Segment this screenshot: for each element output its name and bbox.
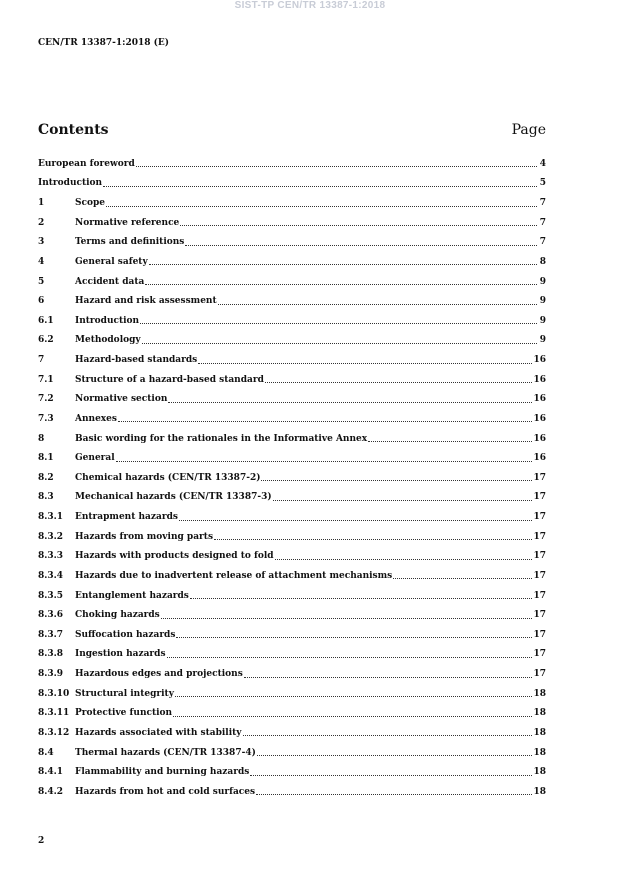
- toc-leader-dots: [273, 499, 533, 501]
- toc-leader-dots: [265, 381, 533, 383]
- toc-entry[interactable]: [38, 272, 546, 292]
- toc-entry-title: Basic wording for the rationales in the Informative Annex: [75, 433, 368, 444]
- toc-entry-title: Hazards due to inadvertent release of attachment mechanisms: [75, 570, 393, 581]
- toc-entry-page: 17: [533, 570, 546, 581]
- toc-entry-title: Hazardous edges and projections: [75, 669, 243, 680]
- toc-leader-dots: [198, 362, 532, 364]
- toc-entry-number: 6.2: [38, 335, 54, 346]
- toc-entry-title: General safety: [75, 256, 148, 267]
- toc-entry-title: Scope: [75, 198, 106, 209]
- toc-entry[interactable]: [38, 527, 546, 547]
- toc-leader-dots: [161, 617, 533, 619]
- toc-entry-title: Protective function: [75, 708, 173, 719]
- toc-entry[interactable]: [38, 390, 546, 410]
- toc-entry-number: 8.3.8: [38, 649, 64, 660]
- toc-entry-page: 9: [539, 335, 546, 346]
- toc-entry-number: 8.3.5: [38, 590, 64, 601]
- toc-entry[interactable]: [38, 174, 546, 194]
- toc-leader-dots: [173, 715, 532, 717]
- toc-entry[interactable]: [38, 743, 546, 763]
- toc-entry[interactable]: [38, 684, 546, 704]
- toc-entry-title: Choking hazards: [75, 610, 160, 621]
- toc-entry[interactable]: [38, 566, 546, 586]
- toc-entry[interactable]: [38, 370, 546, 390]
- toc-entry-number: 7: [38, 355, 45, 366]
- toc-entry-title: Hazard-based standards: [75, 355, 198, 366]
- toc-leader-dots: [244, 676, 533, 678]
- toc-leader-dots: [176, 636, 532, 638]
- toc-entry[interactable]: [38, 429, 546, 449]
- toc-leader-dots: [175, 695, 533, 697]
- toc-entry[interactable]: [38, 605, 546, 625]
- toc-entry-number: 8.4: [38, 747, 54, 758]
- toc-entry-page: 9: [539, 296, 546, 307]
- toc-entry-page: 17: [533, 512, 546, 523]
- toc-leader-dots: [257, 754, 533, 756]
- toc-leader-dots: [243, 734, 533, 736]
- toc-entry-page: 18: [533, 747, 546, 758]
- toc-entry-page: 17: [533, 472, 546, 483]
- contents-page-label: Page: [511, 122, 546, 138]
- toc-entry-number: 8.2: [38, 472, 54, 483]
- toc-leader-dots: [118, 420, 533, 422]
- toc-entry[interactable]: [38, 547, 546, 567]
- toc-entry-title: Entrapment hazards: [75, 512, 178, 523]
- toc-entry-number: 3: [38, 237, 45, 248]
- toc-entry-title: Ingestion hazards: [75, 649, 166, 660]
- toc-entry-page: 17: [533, 551, 546, 562]
- toc-entry-title: General: [75, 453, 115, 464]
- toc-entry-page: 17: [533, 531, 546, 542]
- contents-header: [38, 122, 546, 142]
- toc-entry-number: 8.4.2: [38, 786, 64, 797]
- toc-leader-dots: [136, 165, 537, 167]
- toc-entry-number: 8: [38, 433, 45, 444]
- toc-entry-page: 16: [533, 374, 546, 385]
- toc-leader-dots: [145, 283, 537, 285]
- toc-leader-dots: [261, 479, 532, 481]
- toc-entry-page: 5: [539, 178, 546, 189]
- toc-entry-title: Chemical hazards (CEN/TR 13387-2): [75, 472, 261, 483]
- toc-leader-dots: [103, 185, 537, 187]
- toc-entry-number: 7.2: [38, 394, 54, 405]
- toc-entry-number: 8.1: [38, 453, 54, 464]
- toc-leader-dots: [179, 519, 533, 521]
- toc-entry[interactable]: [38, 488, 546, 508]
- toc-entry-title: Hazards from moving parts: [75, 531, 214, 542]
- toc-entry[interactable]: [38, 468, 546, 488]
- contents-title: Contents: [38, 122, 109, 138]
- toc-entry-number: 8.3.9: [38, 669, 64, 680]
- toc-entry-title: Terms and definitions: [75, 237, 185, 248]
- toc-entry-page: 18: [533, 786, 546, 797]
- toc-entry-number: 8.3.3: [38, 551, 64, 562]
- toc-leader-dots: [214, 538, 532, 540]
- toc-entry-title: Suffocation hazards: [75, 629, 176, 640]
- toc-leader-dots: [393, 577, 532, 579]
- toc-leader-dots: [250, 774, 532, 776]
- toc-entry-page: 17: [533, 629, 546, 640]
- toc-entry[interactable]: [38, 331, 546, 351]
- toc-entry-page: 17: [533, 590, 546, 601]
- toc-entry[interactable]: [38, 507, 546, 527]
- table-of-contents: [38, 154, 546, 802]
- toc-entry-title: Structure of a hazard-based standard: [75, 374, 264, 385]
- toc-entry-page: 17: [533, 610, 546, 621]
- document-identifier: CEN/TR 13387-1:2018 (E): [38, 38, 170, 48]
- toc-leader-dots: [180, 224, 537, 226]
- toc-leader-dots: [149, 263, 537, 265]
- toc-entry-page: 7: [539, 198, 546, 209]
- toc-entry-title: Mechanical hazards (CEN/TR 13387-3): [75, 492, 272, 503]
- toc-entry-title: Hazards from hot and cold surfaces: [75, 786, 256, 797]
- toc-entry-title: Thermal hazards (CEN/TR 13387-4): [75, 747, 256, 758]
- toc-entry-page: 9: [539, 315, 546, 326]
- toc-entry[interactable]: [38, 625, 546, 645]
- toc-entry-page: 16: [533, 394, 546, 405]
- toc-entry-page: 4: [539, 158, 546, 169]
- toc-leader-dots: [140, 322, 537, 324]
- toc-entry[interactable]: [38, 154, 546, 174]
- toc-entry[interactable]: [38, 252, 546, 272]
- toc-leader-dots: [185, 244, 537, 246]
- toc-entry-number: 8.3.10: [38, 688, 70, 699]
- toc-leader-dots: [218, 303, 537, 305]
- toc-entry[interactable]: [38, 723, 546, 743]
- toc-leader-dots: [256, 793, 532, 795]
- toc-entry-number: 8.3.11: [38, 708, 70, 719]
- toc-entry-number: 8.3.12: [38, 727, 70, 738]
- toc-entry[interactable]: [38, 311, 546, 331]
- toc-leader-dots: [190, 597, 533, 599]
- toc-entry-title: Normative reference: [75, 217, 180, 228]
- toc-entry-page: 17: [533, 669, 546, 680]
- toc-entry[interactable]: [38, 213, 546, 233]
- toc-entry-page: 17: [533, 492, 546, 503]
- toc-entry-title: Introduction: [75, 315, 140, 326]
- toc-entry-title: Annexes: [75, 413, 117, 424]
- watermark: SIST-TP CEN/TR 13387-1:2018: [234, 0, 386, 11]
- toc-entry-page: 16: [533, 355, 546, 366]
- toc-entry[interactable]: [38, 645, 546, 665]
- toc-leader-dots: [368, 440, 532, 442]
- toc-entry-page: 8: [539, 256, 546, 267]
- toc-entry-title: Hazard and risk assessment: [75, 296, 217, 307]
- toc-entry-number: 8.4.1: [38, 767, 64, 778]
- toc-entry-page: 16: [533, 433, 546, 444]
- toc-entry-number: 7.1: [38, 374, 54, 385]
- toc-leader-dots: [167, 656, 533, 658]
- toc-entry-title: Structural integrity: [75, 688, 174, 699]
- toc-entry-title: Methodology: [75, 335, 141, 346]
- toc-entry-page: 7: [539, 217, 546, 228]
- toc-leader-dots: [116, 460, 533, 462]
- toc-entry[interactable]: [38, 233, 546, 253]
- toc-leader-dots: [106, 205, 537, 207]
- toc-entry-number: 8.3.1: [38, 512, 64, 523]
- toc-entry-title: Introduction: [38, 178, 103, 189]
- toc-entry-page: 18: [533, 688, 546, 699]
- toc-entry[interactable]: [38, 704, 546, 724]
- toc-entry-page: 16: [533, 453, 546, 464]
- toc-entry-number: 8.3: [38, 492, 54, 503]
- toc-entry-number: 5: [38, 276, 45, 287]
- toc-entry-number: 8.3.4: [38, 570, 64, 581]
- toc-entry-page: 16: [533, 413, 546, 424]
- toc-entry-title: Entanglement hazards: [75, 590, 189, 601]
- toc-entry-number: 6.1: [38, 315, 54, 326]
- toc-leader-dots: [275, 558, 533, 560]
- page-number: 2: [38, 836, 45, 846]
- toc-entry-number: 8.3.2: [38, 531, 64, 542]
- toc-entry-page: 18: [533, 727, 546, 738]
- toc-entry[interactable]: [38, 409, 546, 429]
- toc-entry-page: 9: [539, 276, 546, 287]
- toc-entry[interactable]: [38, 193, 546, 213]
- toc-entry-number: 8.3.6: [38, 610, 64, 621]
- toc-entry-title: Normative section: [75, 394, 168, 405]
- toc-entry[interactable]: [38, 762, 546, 782]
- toc-entry-number: 6: [38, 296, 45, 307]
- toc-entry[interactable]: [38, 291, 546, 311]
- toc-leader-dots: [142, 342, 537, 344]
- toc-entry[interactable]: [38, 350, 546, 370]
- toc-entry-page: 17: [533, 649, 546, 660]
- toc-entry-title: Hazards associated with stability: [75, 727, 242, 738]
- toc-entry-number: 8.3.7: [38, 629, 64, 640]
- toc-entry[interactable]: [38, 586, 546, 606]
- toc-entry[interactable]: [38, 782, 546, 802]
- toc-entry-number: 4: [38, 256, 45, 267]
- toc-entry-page: 18: [533, 708, 546, 719]
- toc-entry-number: 2: [38, 217, 45, 228]
- toc-entry-number: 7.3: [38, 413, 54, 424]
- toc-entry-number: 1: [38, 198, 45, 209]
- toc-entry-page: 7: [539, 237, 546, 248]
- toc-entry-title: European foreword: [38, 158, 135, 169]
- toc-leader-dots: [168, 401, 532, 403]
- toc-entry-title: Flammability and burning hazards: [75, 767, 250, 778]
- toc-entry-title: Hazards with products designed to fold: [75, 551, 274, 562]
- toc-entry-title: Accident data: [75, 276, 145, 287]
- toc-entry[interactable]: [38, 664, 546, 684]
- toc-entry-page: 18: [533, 767, 546, 778]
- toc-entry[interactable]: [38, 448, 546, 468]
